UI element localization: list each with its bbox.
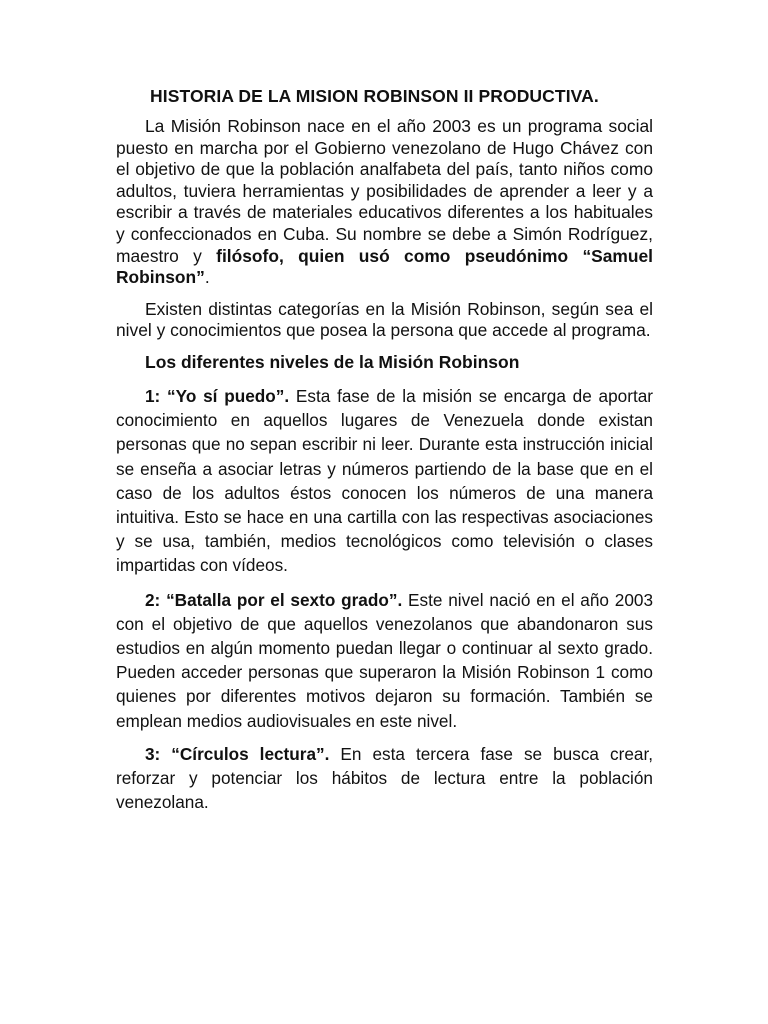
intro-paragraph: [116, 116, 653, 289]
intro-end-text: .: [204, 267, 210, 288]
document-page: [116, 84, 653, 814]
intro-text: La Misión Robinson nace en el año 2003 es un programa social puesto en marcha por el Gobierno venezolano de Hugo Chávez con el objetivo de que la población analfabeta del país, tanto niños como adultos, tuviera herramientas y posibilidades de aprender a leer y a escribir a través de materiales educativos diferentes a los habituales y confeccionados en Cuba. Su nombre se debe a Simón Rodríguez, maestro y: [116, 116, 653, 266]
level-1-text: Esta fase de la misión se encarga de aportar conocimiento en aquellos lugares de Venezuela donde existan personas que no sepan escribir ni leer. Durante esta instrucción inicial se enseña a asociar letras y números partiendo de la base que en el caso de los adultos éstos conocen los números de una manera intuitiva. Esto se hace en una cartilla con las respectivas asociaciones y se usa, también, medios tecnológicos como televisión o clases impartidas con vídeos.: [116, 385, 654, 576]
level-2-text: Este nivel nació en el año 2003 con el objetivo de que aquellos venezolanos que abandonaron sus estudios en algún momento puedan llegar o continuar al sexto grado. Pueden acceder personas que superaron la Misión Robinson 1 como quienes por diferentes motivos dejaron su formación. También se emplean medios audiovisuales en este nivel.: [116, 589, 653, 731]
level-1-paragraph: [116, 384, 653, 578]
level-3-title: 3: “Círculos lectura”.: [145, 743, 330, 764]
level-1-title: 1: “Yo sí puedo”.: [145, 385, 290, 406]
level-3-text: En esta tercera fase se busca crear, reforzar y potenciar los hábitos de lectura entre la población venezolana.: [116, 743, 653, 813]
level-2-paragraph: [116, 588, 653, 733]
categories-paragraph: Existen distintas categorías en la Misión Robinson, según sea el nivel y conocimientos que posea la persona que accede al programa.: [116, 298, 653, 341]
level-3-paragraph: [116, 742, 653, 815]
document-title: HISTORIA DE LA MISION ROBINSON II PRODUCTIVA.: [150, 86, 599, 106]
intro-bold-text: filósofo, quien usó como pseudónimo “Samuel Robinson”: [116, 245, 653, 288]
levels-heading: Los diferentes niveles de la Misión Robinson: [145, 351, 520, 372]
level-2-title: 2: “Batalla por el sexto grado”.: [145, 589, 403, 610]
